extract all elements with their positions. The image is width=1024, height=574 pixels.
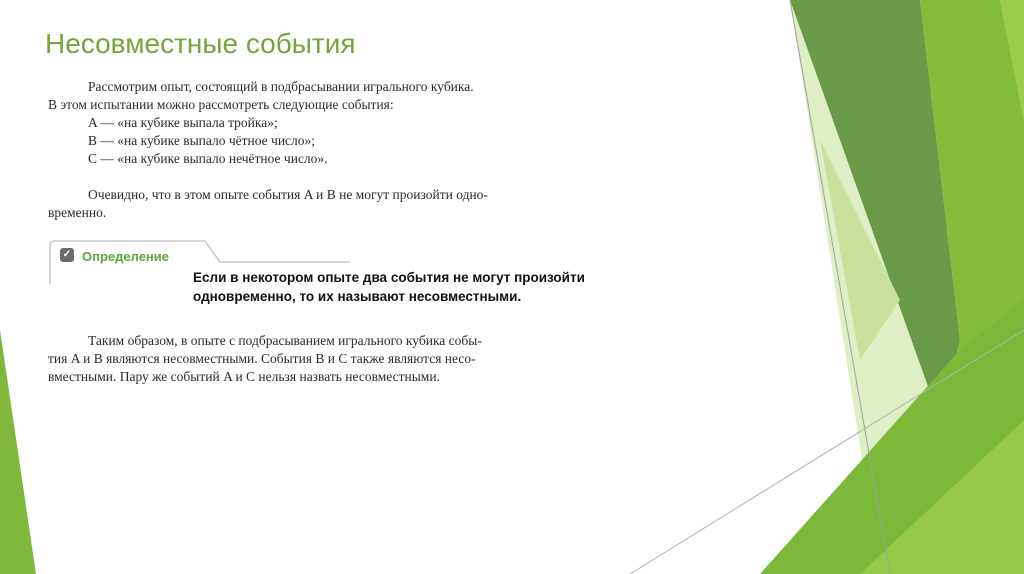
conclusion-line-2: тия A и B являются несовместными. События B и C также являются несо-: [48, 351, 476, 366]
definition-text: [193, 268, 633, 306]
slide-title: Несовместные события: [45, 28, 356, 59]
event-b: B — «на кубике выпало чётное число»;: [88, 133, 316, 148]
obvious-line-2: временно.: [48, 205, 107, 220]
conclusion-line-3: вместными. Пару же событий A и C нельзя назвать несовместными.: [48, 369, 440, 384]
intro-paragraph: [48, 78, 588, 168]
intro-line-2: В этом испытании можно рассмотреть следующие события:: [48, 97, 394, 112]
intro-line-1: Рассмотрим опыт, состоящий в подбрасывании игрального кубика.: [88, 79, 474, 94]
event-c: C — «на кубике выпало нечётное число».: [88, 151, 328, 166]
obvious-line-1: Очевидно, что в этом опыте события A и B не могут произойти одно-: [88, 187, 488, 202]
obvious-paragraph: [48, 186, 588, 222]
definition-header: [60, 249, 169, 264]
conclusion-paragraph: [48, 332, 588, 386]
left-green-sliver: [0, 330, 36, 574]
event-a: A — «на кубике выпала тройка»;: [88, 115, 278, 130]
definition-label: Определение: [82, 249, 170, 264]
checkmark-icon: ✓: [60, 248, 74, 262]
definition-line-1: Если в некотором опыте два события не могут произойти: [193, 270, 585, 285]
definition-line-2: одновременно, то их называют несовместными.: [193, 289, 522, 304]
conclusion-line-1: Таким образом, в опыте с подбрасыванием игрального кубика собы-: [88, 333, 482, 348]
